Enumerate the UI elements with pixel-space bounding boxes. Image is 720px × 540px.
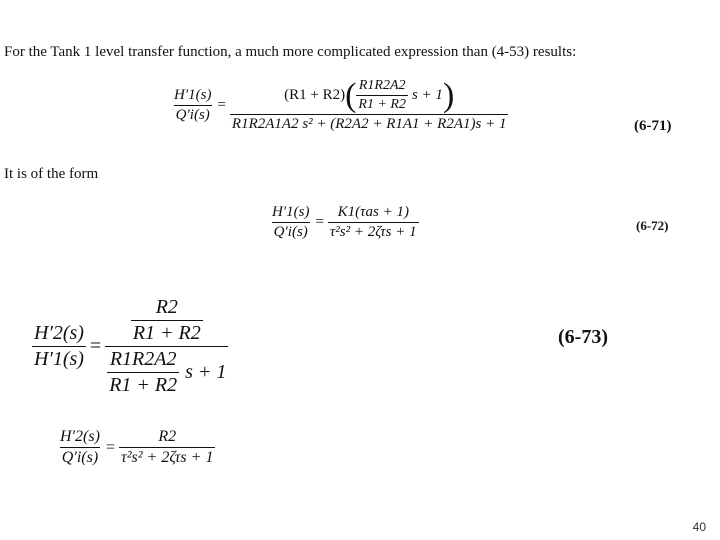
eq72-rhs-num: K1(τas + 1) (337, 204, 409, 220)
eq71-right-paren: ) (442, 76, 455, 114)
eq73-top-num: R2 (155, 296, 178, 318)
eq74-rhs-num: R2 (158, 428, 177, 445)
eq73-bot-tail: s + 1 (185, 361, 227, 383)
eq71-rhs-den: R1R2A1A2 s² + (R2A2 + R1A1 + R2A1)s + 1 (231, 116, 507, 132)
eq73-lhs (32, 322, 86, 371)
eq72-lhs-den: Q′i(s) (273, 224, 308, 240)
eq73-top-frac (131, 296, 203, 345)
eq74-lhs-den: Q′i(s) (61, 449, 99, 466)
intro-text: For the Tank 1 level transfer function, a much more complicated expression than (4-53) results: (4, 44, 577, 60)
eq72-rhs-den: τ²s² + 2ζτs + 1 (329, 224, 417, 240)
eq73-rhs (105, 296, 228, 397)
eq74-lhs (58, 428, 102, 467)
eq71-rhs-num-b: s + 1 (411, 87, 443, 103)
equation-6-73 (32, 296, 228, 397)
eq74-rhs (119, 428, 215, 467)
form-text: It is of the form (4, 166, 99, 182)
eq74-rhs-den: τ²s² + 2ζτs + 1 (120, 449, 214, 466)
eq73-lhs-num: H′2(s) (34, 322, 84, 344)
eq71-inner-num: R1R2A2 (358, 78, 406, 93)
eq74-lhs-num: H′2(s) (60, 428, 100, 445)
eq73-number: (6-73) (558, 326, 608, 348)
eq72-number: (6-72) (636, 218, 669, 233)
eq71-equals: = (217, 97, 226, 113)
eq71-left-paren: ( (345, 76, 357, 114)
equation-6-74 (58, 428, 215, 467)
eq72-equals: = (315, 214, 324, 230)
eq73-top-den: R1 + R2 (132, 322, 201, 344)
eq73-bot-num: R1R2A2 (109, 348, 177, 370)
eq73-equals: = (89, 335, 102, 357)
eq74-equals: = (105, 438, 115, 456)
eq71-rhs (230, 78, 509, 133)
page-number: 40 (692, 520, 706, 534)
eq73-lhs-den: H′1(s) (34, 348, 84, 370)
eq71-rhs-num-a: (R1 + R2) (284, 87, 346, 103)
eq71-lhs (172, 87, 213, 124)
eq71-inner-den: R1 + R2 (358, 97, 406, 112)
eq71-inner-frac (356, 78, 408, 113)
eq73-bot-den: R1 + R2 (109, 374, 178, 396)
eq71-lhs-num: H′1(s) (174, 87, 212, 103)
eq73-bottom-frac (107, 348, 179, 397)
eq72-rhs (328, 204, 419, 241)
eq72-lhs-num: H′1(s) (272, 204, 310, 220)
equation-6-72 (270, 204, 419, 241)
eq71-number: (6-71) (634, 118, 672, 134)
eq72-lhs (270, 204, 311, 241)
equation-6-71 (172, 78, 508, 133)
eq71-lhs-den: Q′i(s) (175, 107, 210, 123)
